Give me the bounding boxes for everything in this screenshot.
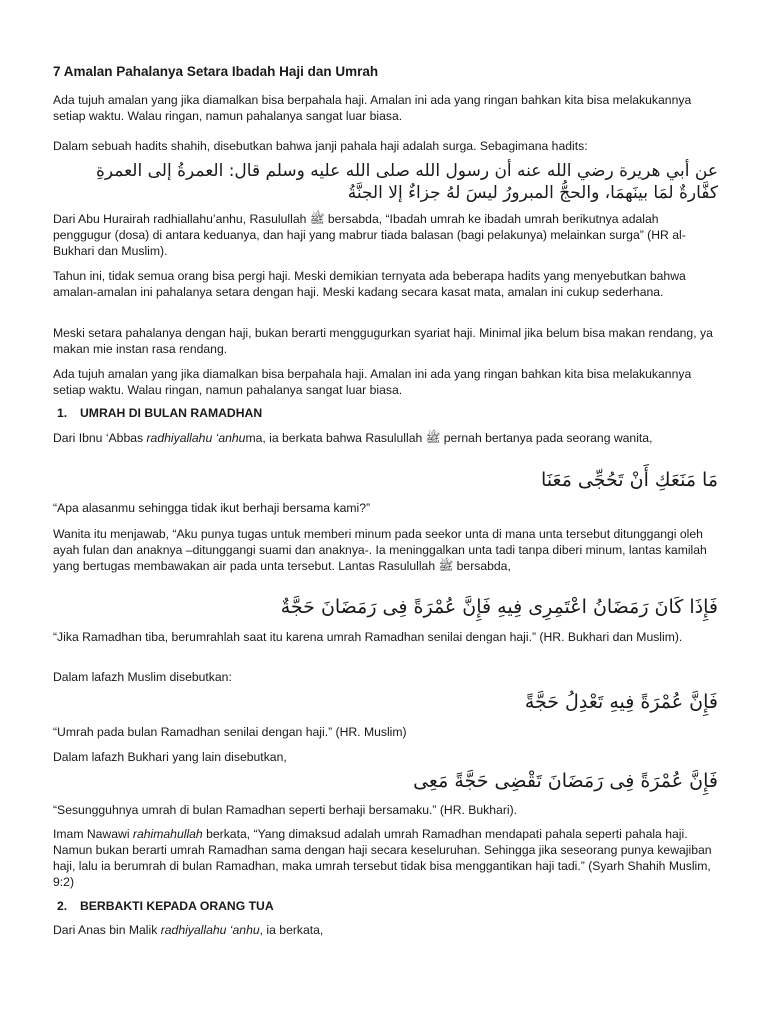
section-number: 1. — [57, 406, 68, 420]
section-title: BERBAKTI KEPADA ORANG TUA — [80, 899, 274, 913]
paragraph-seven-deeds: Ada tujuh amalan yang jika diamalkan bisa berpahala haji. Amalan ini ada yang ringan bahkan kita bisa melakukannya setiap waktu. Walau ringan, namun pahalanya sangat luar biasa. — [53, 367, 692, 397]
arabic-hadith-umrah: عن أبي هريرة رضي الله عنه أن رسول الله صلى الله عليه وسلم قال: العمرةُ إلى العمرةِ كفَّارةٌ لمَا بينَهمَا، والحجُّ المبرورُ ليسَ لهُ جزاءٌ إلا الجنَّةُ — [95, 161, 718, 203]
paragraph-rendang: Meski setara pahalanya dengan haji, bukan berarti menggugurkan syariat haji. Minimal jika belum bisa makan rendang, ya makan mie instan rasa rendang. — [53, 326, 713, 356]
arabic-ramadhan-umrah: فَإِذَا كَانَ رَمَضَانُ اعْتَمِرِى فِيهِ فَإِنَّ عُمْرَةً فِى رَمَضَانَ حَجَّةٌ — [280, 596, 718, 618]
paragraph-intro: Ada tujuh amalan yang jika diamalkan bisa berpahala haji. Amalan ini ada yang ringan bahkan kita bisa melakukannya setiap waktu. Walau ringan, namun pahalanya sangat luar biasa. — [53, 93, 692, 123]
arabic-muslim-text: فَإِنَّ عُمْرَةً فِيهِ تَعْدِلُ حَجَّةً — [524, 691, 718, 713]
italic-honorific: rahimahullah — [132, 827, 203, 841]
paragraph-ramadhan-translation: “Jika Ramadhan tiba, berumrahlah saat itu karena umrah Ramadhan senilai dengan haji.” (HR. Bukhari dan Muslim). — [53, 630, 683, 644]
paragraph-muslim-translation: “Umrah pada bulan Ramadhan senilai dengan haji.” (HR. Muslim) — [53, 725, 407, 739]
paragraph-ibnu-abbas: Dari Ibnu ‘Abbas radhiyallahu ‘anhuma, ia berkata bahwa Rasulullah ﷺ pernah bertanya pada seorang wanita, — [53, 431, 653, 445]
paragraph-woman-answer: Wanita itu menjawab, “Aku punya tugas untuk memberi minum pada seekor unta di mana unta tersebut ditunggangi oleh ayah fulan dan anaknya –ditunggangi suami dan anaknya-. Ia meninggalkan unta tadi tanpa diberi minum, lantas kamilah yang bertugas membawakan air pada unta tersebut. Lantas Rasulullah ﷺ bersabda, — [53, 527, 707, 573]
arabic-question: مَا مَنَعَكِ أَنْ تَحُجِّى مَعَنَا — [541, 469, 718, 491]
italic-honorific: radhiyallahu ‘anhu — [146, 431, 246, 445]
italic-honorific: radhiyallahu ‘anhu — [160, 923, 260, 937]
paragraph-this-year: Tahun ini, tidak semua orang bisa pergi haji. Meski demikian ternyata ada beberapa hadits yang menyebutkan bahwa amalan-amalan ini pahalanya setara dengan haji. Meski kadang secara kasat mata, amalan ini cukup sederhana. — [53, 269, 686, 299]
paragraph-muslim-lafazh: Dalam lafazh Muslim disebutkan: — [53, 670, 232, 684]
document-title: 7 Amalan Pahalanya Setara Ibadah Haji dan Umrah — [53, 64, 379, 79]
paragraph-bukhari-lafazh: Dalam lafazh Bukhari yang lain disebutkan, — [53, 750, 287, 764]
paragraph-hadith-translation: Dari Abu Hurairah radhiallahu’anhu, Rasulullah ﷺ bersabda, “Ibadah umrah ke ibadah umrah berikutnya adalah penggugur (dosa) di antara keduanya, dan haji yang mabrur tiada balasan (bagi pelakunya) melainkan surga” (HR al-Bukhari dan Muslim). — [53, 212, 686, 258]
section-title: UMRAH DI BULAN RAMADHAN — [80, 406, 263, 420]
arabic-bukhari-text: فَإِنَّ عُمْرَةً فِى رَمَضَانَ تَقْضِى حَجَّةً مَعِى — [413, 770, 718, 792]
section-heading-2 — [53, 898, 718, 914]
section-number: 2. — [57, 899, 68, 913]
paragraph-hadith-intro: Dalam sebuah hadits shahih, disebutkan bahwa janji pahala haji adalah surga. Sebagimana hadits: — [53, 139, 588, 153]
section-heading-1 — [53, 405, 718, 421]
paragraph-imam-nawawi: Imam Nawawi rahimahullah berkata, “Yang dimaksud adalah umrah Ramadhan mendapati pahala seperti pahala haji. Namun bukan berarti umrah Ramadhan sama dengan haji secara keseluruhan. Sehingga jika seseorang punya kewajiban haji, lalu ia berumrah di bulan Ramadhan, maka umrah tersebut tidak bisa menggantikan haji tadi.” (Syarh Shahih Muslim, 9:2) — [53, 827, 712, 889]
paragraph-bukhari-translation: “Sesungguhnya umrah di bulan Ramadhan seperti berhaji bersamaku.” (HR. Bukhari). — [53, 803, 518, 817]
paragraph-anas-bin-malik: Dari Anas bin Malik radhiyallahu ‘anhu, ia berkata, — [53, 923, 324, 937]
paragraph-question-translation: “Apa alasanmu sehingga tidak ikut berhaji bersama kami?” — [53, 501, 371, 515]
